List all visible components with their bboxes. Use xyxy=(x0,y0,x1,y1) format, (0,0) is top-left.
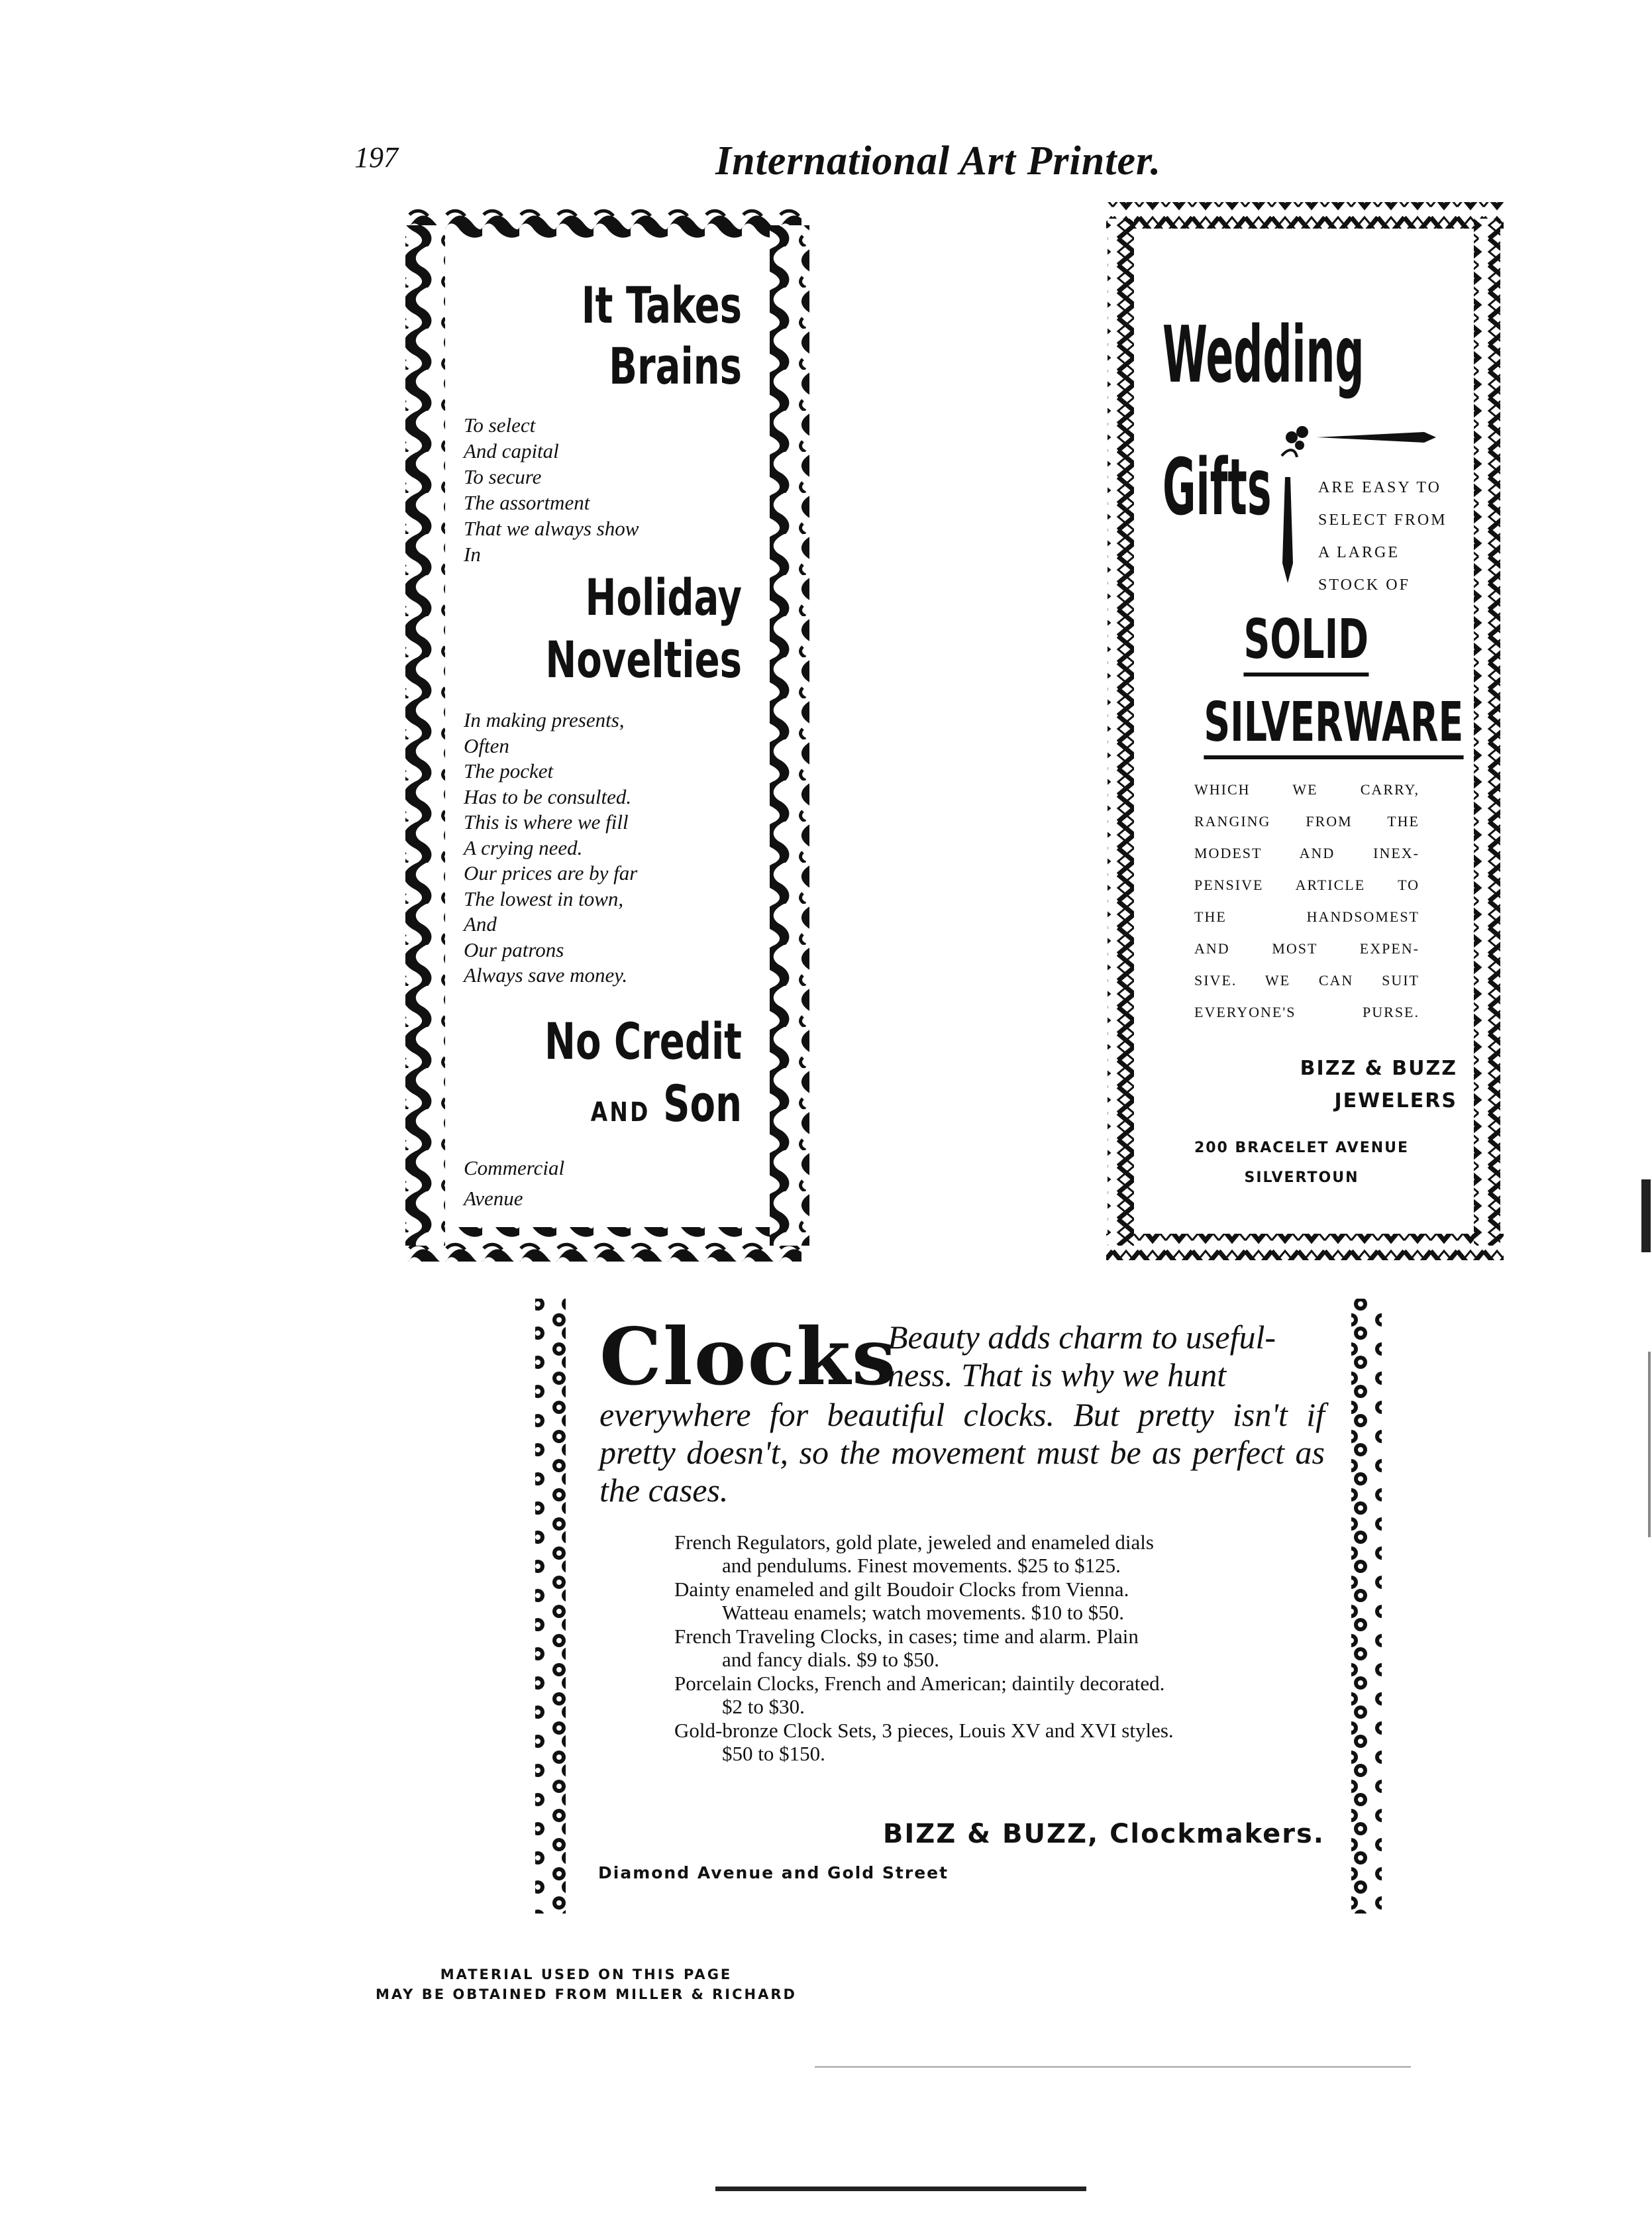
verse-line: A crying need. xyxy=(464,836,583,859)
verse-line: To select xyxy=(464,413,536,437)
body-line: PENSIVE ARTICLE TO xyxy=(1194,877,1420,893)
ad2-intro xyxy=(1318,472,1447,602)
ad2-body xyxy=(1194,774,1420,1028)
verse-line: Always save money. xyxy=(464,963,628,987)
firm-son: Son xyxy=(663,1074,742,1133)
headline-line: Brains xyxy=(609,337,742,396)
ad2-border-left xyxy=(1108,219,1134,1246)
ad1-border-left xyxy=(405,225,445,1246)
ad3-address: Diamond Avenue and Gold Street xyxy=(598,1863,949,1882)
item-first-line: Gold-bronze Clock Sets, 3 pieces, Louis XV and XVI styles. xyxy=(674,1719,1174,1742)
verse-line: The lowest in town, xyxy=(464,887,624,910)
item-first-line: French Regulators, gold plate, jeweled and enameled dials xyxy=(674,1531,1154,1554)
ad2-product-name xyxy=(1161,602,1464,767)
body-line: EVERYONE'S PURSE. xyxy=(1194,1004,1420,1020)
ad2-border-right xyxy=(1474,219,1500,1246)
scan-artifact xyxy=(815,2066,1411,2068)
ad1-border-bottom xyxy=(407,1227,801,1262)
ad3-intro-first: Beauty adds charm to useful-ness. That is why we hunt xyxy=(888,1319,1276,1393)
footer-note xyxy=(368,1965,805,2004)
intro-line: A LARGE xyxy=(1318,544,1400,561)
subheading-line: Holiday xyxy=(585,568,742,627)
ad3-border-left xyxy=(535,1299,566,1914)
headline-line: Wedding xyxy=(1162,309,1365,400)
body-line: WHICH WE CARRY, xyxy=(1194,781,1420,798)
verse-line: And xyxy=(464,912,497,936)
item-cont-line: $50 to $150. xyxy=(722,1742,825,1765)
footer-line: MATERIAL USED ON THIS PAGE xyxy=(440,1967,733,1982)
body-line: MODEST AND INEX- xyxy=(1194,845,1420,861)
list-item xyxy=(674,1672,1325,1718)
item-cont-line: $2 to $30. xyxy=(722,1695,805,1718)
list-item xyxy=(674,1625,1325,1671)
ad1-border-right xyxy=(770,225,809,1246)
intro-line: STOCK OF xyxy=(1318,576,1410,594)
running-title: International Art Printer. xyxy=(715,138,1162,184)
scan-artifact xyxy=(1641,1179,1651,1252)
item-first-line: Porcelain Clocks, French and American; daintily decorated. xyxy=(674,1672,1165,1695)
ad3-border-right xyxy=(1351,1299,1382,1914)
firm-line: No Credit xyxy=(544,1012,742,1071)
subheading-line: Novelties xyxy=(545,630,742,689)
scan-artifact xyxy=(715,2187,1086,2191)
verse-line: That we always show xyxy=(464,517,639,540)
address-line: SILVERTOUN xyxy=(1244,1169,1359,1186)
verse-line: In making presents, xyxy=(464,708,625,731)
product-line: SILVERWARE xyxy=(1204,690,1463,759)
intro-line: ARE EASY TO xyxy=(1318,479,1441,496)
headline-line: Gifts xyxy=(1162,441,1272,533)
ad2-merchant xyxy=(1212,1052,1457,1117)
list-item xyxy=(674,1531,1325,1577)
merchant-line: BIZZ & BUZZ xyxy=(1300,1057,1457,1080)
item-cont-line: and pendulums. Finest movements. $25 to $125. xyxy=(722,1554,1121,1577)
ad1-verse-1 xyxy=(464,412,639,567)
page-number: 197 xyxy=(354,141,398,174)
ad1-address xyxy=(464,1153,564,1214)
scan-artifact xyxy=(1648,1352,1651,1537)
item-cont-line: Watteau enamels; watch movements. $10 to $50. xyxy=(722,1601,1125,1624)
ad1-border-top xyxy=(407,207,801,241)
item-first-line: French Traveling Clocks, in cases; time and alarm. Plain xyxy=(674,1625,1139,1648)
ad3-intro-rest: everywhere for beautiful clocks. But pretty isn't if pretty doesn't, so the movement must be as perfect as the cases. xyxy=(599,1396,1325,1509)
merchant-line: JEWELERS xyxy=(1334,1089,1457,1112)
verse-line: Often xyxy=(464,733,509,757)
product-line: SOLID xyxy=(1244,608,1369,676)
verse-line: In xyxy=(464,543,481,566)
address-line: Commercial xyxy=(464,1156,565,1179)
firm-line xyxy=(514,1073,742,1144)
verse-line: The pocket xyxy=(464,759,554,783)
ad1-subheading xyxy=(514,567,742,691)
ad2-address xyxy=(1189,1133,1414,1193)
verse-line: This is where we fill xyxy=(464,810,629,834)
body-line: THE HANDSOMEST xyxy=(1194,908,1420,925)
ad3-headline: Clocks xyxy=(599,1311,898,1403)
body-line: SIVE. WE CAN SUIT xyxy=(1194,972,1420,989)
ad1-verse-2 xyxy=(464,708,637,989)
verse-line: Our prices are by far xyxy=(464,861,638,885)
list-item xyxy=(674,1719,1325,1765)
verse-line: Has to be consulted. xyxy=(464,784,632,808)
ad3-merchant: BIZZ & BUZZ, Clockmakers. xyxy=(882,1819,1325,1849)
ad2-border-bottom xyxy=(1106,1234,1504,1260)
body-line: RANGING FROM THE xyxy=(1194,813,1420,830)
verse-line: Our patrons xyxy=(464,938,564,961)
footer-line: MAY BE OBTAINED FROM MILLER & RICHARD xyxy=(376,1986,797,2002)
address-line: Avenue xyxy=(464,1187,523,1210)
intro-line: SELECT FROM xyxy=(1318,512,1447,529)
ad2-border-top xyxy=(1106,202,1504,229)
address-line: 200 BRACELET AVENUE xyxy=(1194,1140,1410,1156)
headline-line: It Takes xyxy=(581,276,742,335)
item-first-line: Dainty enameled and gilt Boudoir Clocks from Vienna. xyxy=(674,1578,1129,1601)
firm-and: AND xyxy=(590,1097,650,1128)
item-cont-line: and fancy dials. $9 to $50. xyxy=(722,1648,940,1671)
verse-line: The assortment xyxy=(464,491,590,514)
verse-line: To secure xyxy=(464,465,542,488)
ad1-headline xyxy=(514,275,742,397)
ad1-firm-name xyxy=(514,1010,742,1144)
ad3-product-list xyxy=(674,1531,1325,1766)
body-line: AND MOST EXPEN- xyxy=(1194,940,1420,957)
list-item xyxy=(674,1578,1325,1624)
verse-line: And capital xyxy=(464,439,559,462)
